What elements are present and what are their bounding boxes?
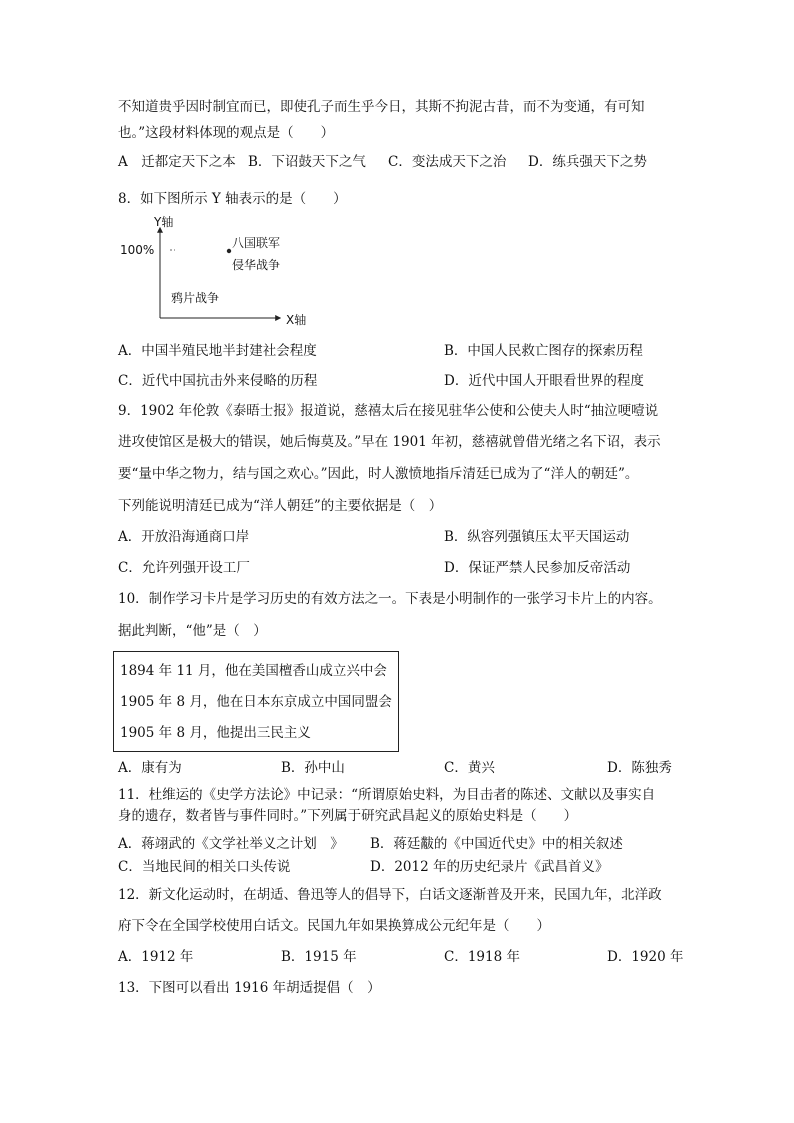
q12-option-d[interactable]: D．1920 年	[607, 949, 684, 965]
q9-option-c[interactable]: C．允许列强开设工厂	[118, 560, 250, 576]
q10-option-b[interactable]: B．孙中山	[281, 760, 345, 776]
q12-option-b[interactable]: B．1915 年	[281, 949, 357, 965]
q11-line-1: 11．杜维运的《史学方法论》中记录：“所谓原始史料，为目击者的陈述、文献以及事实自	[118, 787, 656, 803]
card-line-3: 1905 年 8 月，他提出三民主义	[120, 725, 311, 741]
q9-option-a[interactable]: A．开放沿海通商口岸	[118, 529, 250, 545]
q11-option-c[interactable]: C．当地民间的相关口头传说	[118, 859, 291, 875]
q7-option-a[interactable]: A 迁都定天下之本	[118, 154, 236, 170]
q8-option-c[interactable]: C．近代中国抗击外来侵略的历程	[118, 373, 318, 389]
card-line-1: 1894 年 11 月，他在美国檀香山成立兴中会	[120, 663, 387, 679]
q8-y-axis-label: Y轴	[154, 215, 174, 229]
q10-option-d[interactable]: D．陈独秀	[607, 760, 672, 776]
q8-stem: 8．如下图所示 Y 轴表示的是（ ）	[118, 191, 347, 207]
q8-option-d[interactable]: D．近代中国人开眼看世界的程度	[444, 373, 644, 389]
q8-x-axis-label: X轴	[286, 313, 307, 327]
card-line-2: 1905 年 8 月，他在日本东京成立中国同盟会	[120, 694, 392, 710]
q9-line-3: 要“量中华之物力，结与国之欢心。”因此，时人激愤地指斥清廷已成为了“洋人的朝廷”。	[118, 466, 639, 482]
q8-low-label: 鸦片战争	[171, 291, 220, 305]
q10-line-2: 据此判断，“他”是（ ）	[118, 623, 267, 639]
q11-option-d[interactable]: D．2012 年的历史纪录片《武昌首义》	[370, 859, 609, 875]
q12-option-c[interactable]: C．1918 年	[444, 949, 520, 965]
q13-stem: 13．下图可以看出 1916 年胡适提倡（ ）	[118, 980, 381, 996]
q11-option-b[interactable]: B．蒋廷黻的《中国近代史》中的相关叙述	[370, 836, 623, 852]
q8-point-label-1: 八国联军	[232, 236, 281, 250]
q9-line-4: 下列能说明清廷已成为“洋人朝廷”的主要依据是（ ）	[118, 498, 443, 514]
q8-y-tick-label: 100%	[120, 243, 155, 257]
q10-option-a[interactable]: A．康有为	[118, 760, 182, 776]
q7-option-c[interactable]: C．变法成天下之治	[388, 154, 507, 170]
q9-option-d[interactable]: D．保证严禁人民参加反帝活动	[444, 560, 631, 576]
q7-option-d[interactable]: D．练兵强天下之势	[528, 154, 647, 170]
q7-option-b[interactable]: B．下诏鼓天下之气	[248, 154, 366, 170]
q12-line-1: 12．新文化运动时，在胡适、鲁迅等人的倡导下，白话文逐渐普及开来，民国九年，北洋政	[118, 887, 662, 903]
q12-line-2: 府下令在全国学校使用白话文。民国九年如果换算成公元纪年是（ ）	[118, 918, 550, 934]
q9-option-b[interactable]: B．纵容列强镇压太平天国运动	[444, 529, 630, 545]
study-card	[113, 651, 399, 752]
q8-option-a[interactable]: A．中国半殖民地半封建社会程度	[118, 343, 317, 359]
intro-line-1: 不知道贵乎因时制宜而已，即使孔子而生乎今日，其斯不拘泥古昔，而不为变通，有可知	[118, 99, 645, 115]
intro-line-2: 也。”这段材料体现的观点是（ ）	[118, 125, 335, 141]
q10-option-c[interactable]: C．黄兴	[444, 760, 495, 776]
q11-option-a[interactable]: A．蒋翊武的《文学社举义之计划 》	[118, 836, 344, 852]
q8-point-label-2: 侵华战争	[232, 258, 281, 272]
q10-line-1: 10．制作学习卡片是学习历史的有效方法之一。下表是小明制作的一张学习卡片上的内容。	[118, 591, 662, 607]
q12-option-a[interactable]: A．1912 年	[118, 949, 194, 965]
q11-line-2: 身的遗存，数者皆与事件同时。”下列属于研究武昌起义的原始史料是（ ）	[118, 808, 578, 824]
q8-point	[227, 249, 231, 253]
q9-line-1: 9．1902 年伦敦《泰晤士报》报道说，慈禧太后在接见驻华公使和公使夫人时“抽泣哽噎说	[118, 403, 659, 419]
q9-line-2: 进攻使馆区是极大的错误，她后悔莫及。”早在 1901 年初，慈禧就曾借光绪之名下诏，表示	[118, 434, 661, 450]
q8-option-b[interactable]: B．中国人民救亡图存的探索历程	[444, 343, 643, 359]
